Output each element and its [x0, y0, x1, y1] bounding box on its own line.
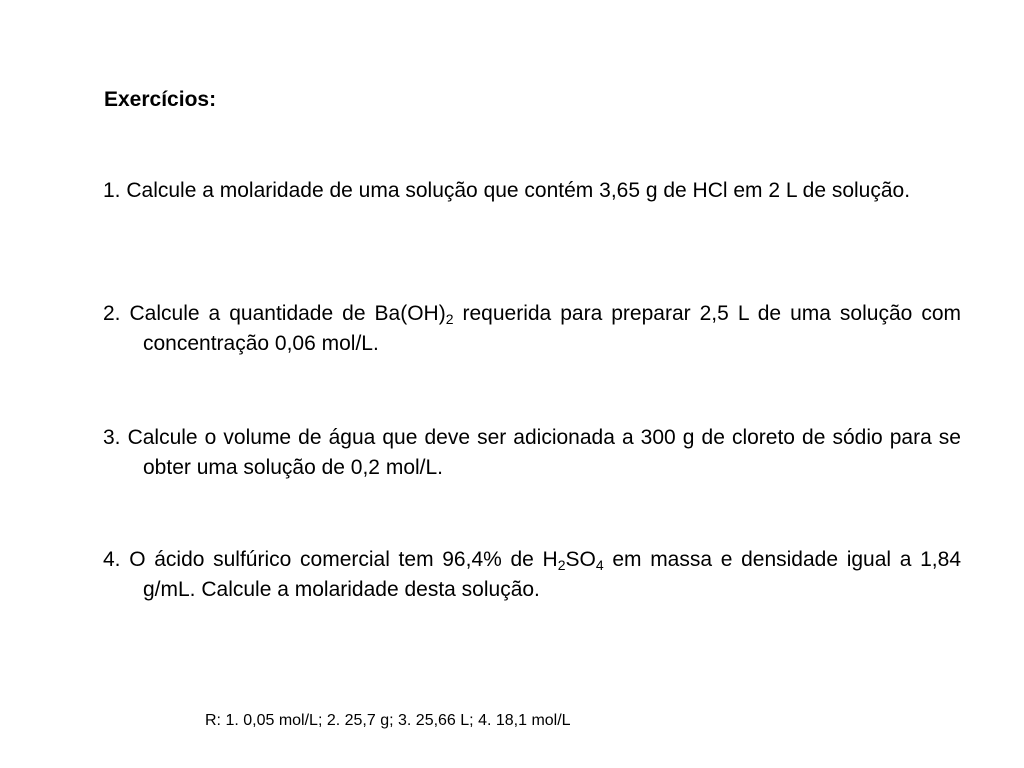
exercise-text-part: Calcule a quantidade de Ba(OH): [129, 302, 446, 325]
exercise-text-part: SO: [565, 548, 596, 571]
subscript: 4: [595, 557, 604, 573]
exercise-number: 1.: [103, 179, 121, 202]
exercise-2: [103, 299, 961, 359]
exercise-number: 2.: [103, 302, 121, 325]
exercise-number: 3.: [103, 426, 121, 449]
exercise-text: Calcule a molaridade de uma solução que contém 3,65 g de HCl em 2 L de solução.: [126, 179, 911, 202]
exercise-3: [103, 423, 961, 483]
exercise-text-part: em massa e densidade igual a 1,84 g/mL. Calcule a molaridade desta solução.: [143, 548, 961, 601]
subscript: 2: [557, 557, 566, 573]
page-title: Exercícios:: [104, 88, 217, 111]
exercise-4: [103, 545, 961, 605]
exercise-text-part: requerida para preparar 2,5 L de uma solução com concentração 0,06 mol/L.: [143, 302, 961, 355]
exercise-number: 4.: [103, 548, 121, 571]
answer-key: R: 1. 0,05 mol/L; 2. 25,7 g; 3. 25,66 L; 4. 18,1 mol/L: [205, 712, 571, 729]
subscript: 2: [445, 311, 454, 327]
exercise-1: [103, 176, 961, 206]
exercise-text-part: O ácido sulfúrico comercial tem 96,4% de H: [129, 548, 558, 571]
exercise-text: Calcule o volume de água que deve ser adicionada a 300 g de cloreto de sódio para se obter uma solução de 0,2 mol/L.: [127, 426, 961, 479]
